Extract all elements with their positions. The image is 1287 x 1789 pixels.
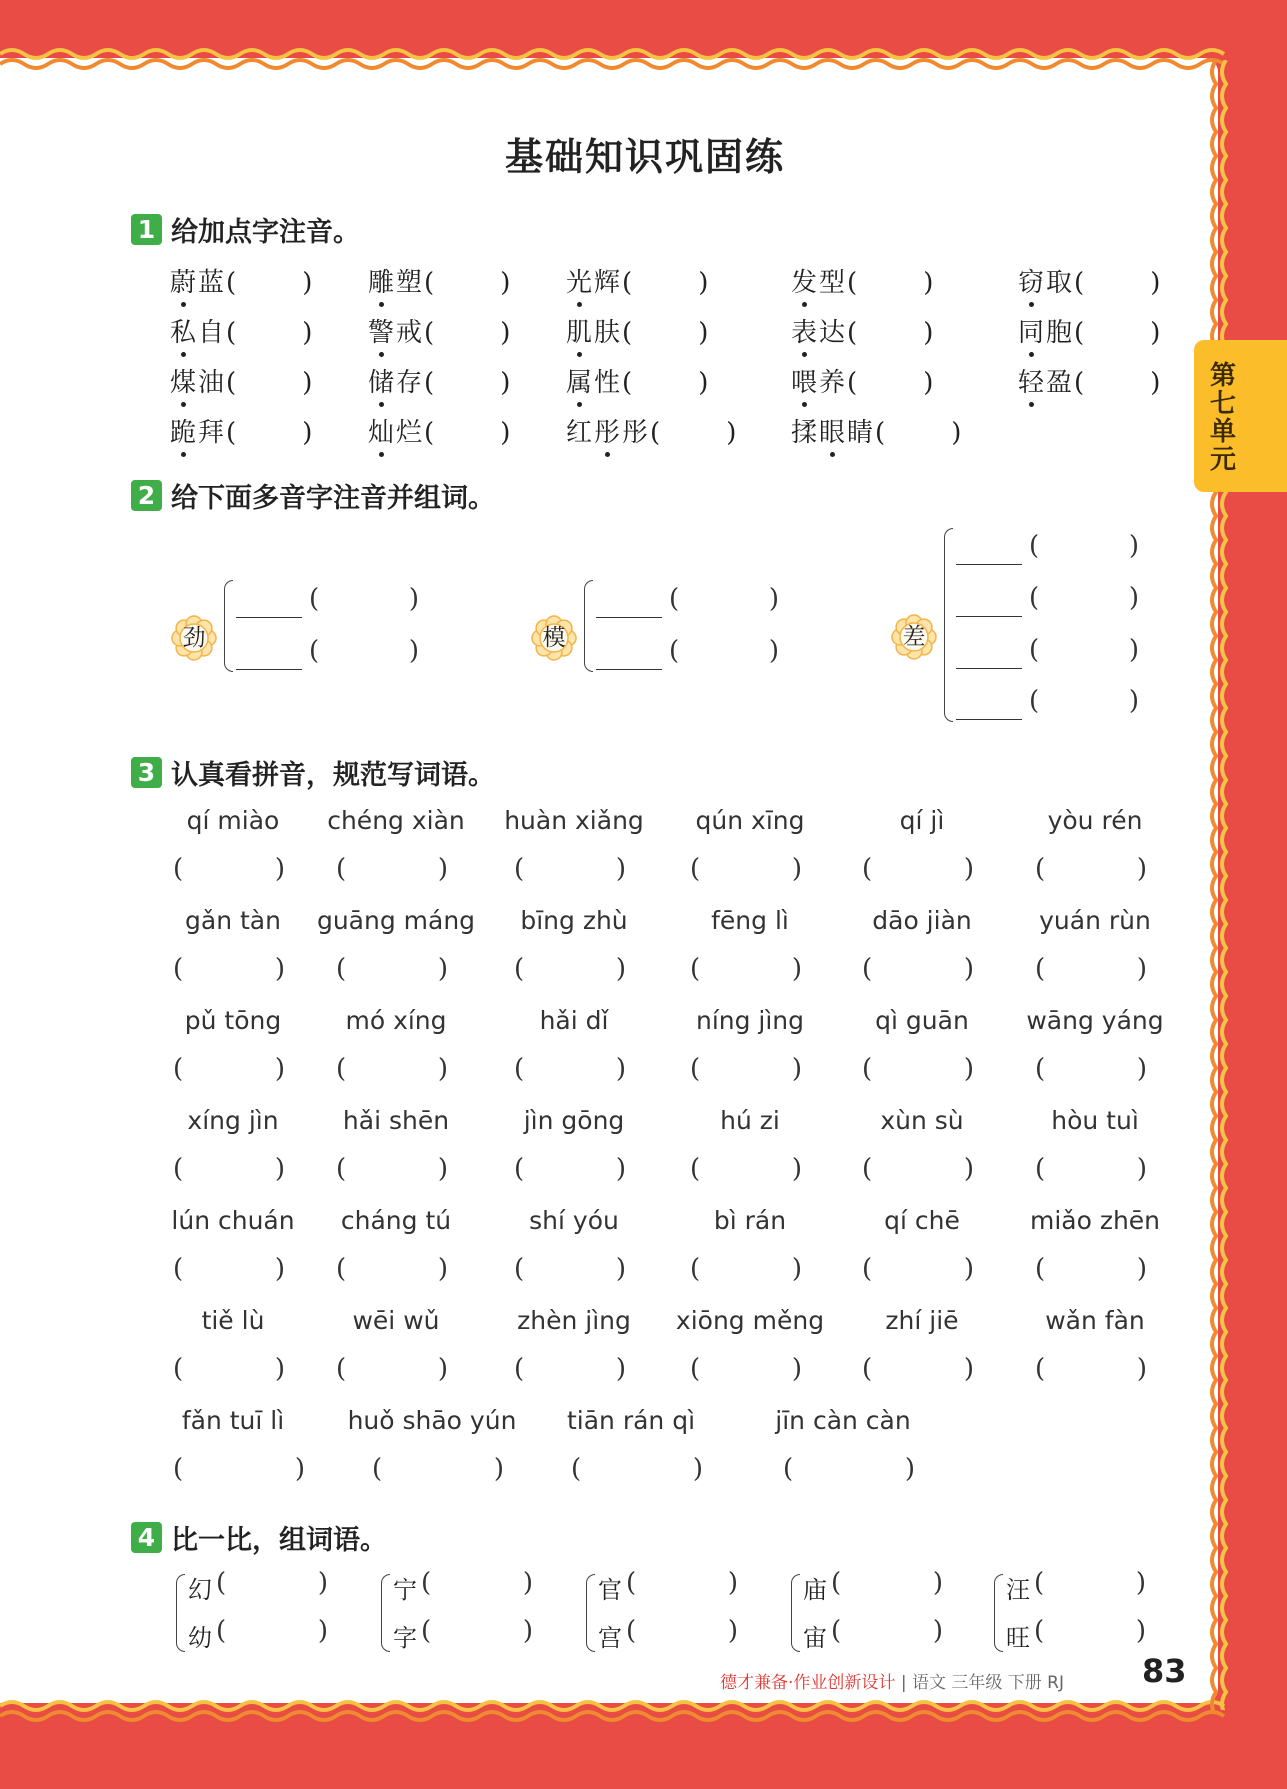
answer-paren[interactable]: ( )	[862, 954, 974, 984]
q1-item	[170, 362, 312, 399]
section-3-instruction: 认真看拼音，规范写词语。	[171, 760, 495, 791]
word-paren[interactable]: ( )	[421, 1568, 533, 1598]
emphasis-dot	[379, 352, 384, 357]
answer-paren[interactable]: ( )	[862, 854, 974, 884]
pinyin-prompt: bì rán	[713, 1206, 787, 1235]
pinyin-prompt: wǎn fàn	[1045, 1306, 1145, 1335]
pinyin-prompt: hǎi dǐ	[539, 1006, 609, 1035]
q1-word: 轻盈	[1018, 362, 1074, 399]
answer-paren[interactable]: ( )	[690, 954, 802, 984]
q1-word: 煤油	[170, 362, 226, 399]
pinyin-prompt: jīn càn càn	[775, 1406, 911, 1435]
page-number: 83	[1142, 1652, 1187, 1690]
word-paren[interactable]: ( )	[1034, 1568, 1146, 1598]
emphasis-dot	[577, 302, 582, 307]
pinyin-prompt: yòu rén	[1047, 806, 1143, 835]
polyphone-char: 模	[542, 625, 566, 651]
pinyin-prompt: miǎo zhēn	[1029, 1206, 1161, 1235]
polyphone-char: 劲	[182, 625, 206, 651]
pinyin-prompt: cháng tú	[340, 1206, 452, 1235]
polyphone-char-badge	[890, 613, 938, 661]
answer-paren[interactable]: ( )	[1035, 1154, 1147, 1184]
answer-paren[interactable]: ( )	[424, 418, 511, 448]
q1-word: 同胞	[1018, 312, 1074, 349]
answer-paren[interactable]: ( )	[571, 1454, 703, 1484]
pair-brace	[994, 1574, 1003, 1652]
word-paren[interactable]: ( )	[626, 1616, 738, 1646]
q1-word: 警戒	[368, 312, 424, 349]
answer-paren[interactable]: ( )	[336, 1354, 448, 1384]
compare-char: 官	[598, 1576, 622, 1604]
q1-item	[368, 312, 510, 349]
answer-blank[interactable]	[956, 667, 1022, 669]
pinyin-prompt: lún chuán	[171, 1206, 295, 1235]
answer-paren[interactable]: ( )	[226, 418, 313, 448]
q1-item	[791, 362, 933, 399]
q1-word: 跪拜	[170, 412, 226, 449]
answer-paren[interactable]: ( )	[690, 1354, 802, 1384]
word-paren[interactable]: ( )	[1034, 1616, 1146, 1646]
pinyin-prompt: guāng máng	[316, 906, 476, 935]
answer-paren[interactable]: ( )	[173, 1354, 285, 1384]
answer-paren[interactable]: ( )	[847, 368, 934, 398]
answer-paren[interactable]: ( )	[514, 954, 626, 984]
word-paren[interactable]: ( )	[1029, 686, 1139, 716]
answer-paren[interactable]: ( )	[173, 954, 285, 984]
answer-paren[interactable]: ( )	[336, 1054, 448, 1084]
answer-paren[interactable]: ( )	[226, 368, 313, 398]
pinyin-prompt: shí yóu	[529, 1206, 619, 1235]
answer-paren[interactable]: ( )	[336, 854, 448, 884]
footer	[720, 1668, 1064, 1693]
pinyin-prompt: qún xīng	[695, 806, 805, 835]
word-paren[interactable]: ( )	[421, 1616, 533, 1646]
answer-paren[interactable]: ( )	[862, 1354, 974, 1384]
section-3-number: 3	[131, 757, 162, 788]
pinyin-prompt: zhí jiē	[885, 1306, 959, 1335]
answer-blank[interactable]	[956, 563, 1022, 565]
word-paren[interactable]: ( )	[216, 1616, 328, 1646]
pinyin-prompt: hǎi shēn	[342, 1106, 450, 1135]
pinyin-prompt: tiān rán qì	[566, 1406, 696, 1435]
answer-paren[interactable]: ( )	[372, 1454, 504, 1484]
compare-char: 庙	[803, 1576, 827, 1604]
pinyin-prompt: huàn xiǎng	[504, 806, 644, 835]
answer-paren[interactable]: ( )	[862, 1154, 974, 1184]
emphasis-dot	[181, 452, 186, 457]
q1-word: 光辉	[566, 262, 622, 299]
section-4-number: 4	[131, 1522, 162, 1553]
pinyin-prompt: jìn gōng	[523, 1106, 625, 1135]
q1-word: 私自	[170, 312, 226, 349]
q1-item	[1018, 262, 1160, 299]
pinyin-prompt: fǎn tuī lì	[181, 1406, 285, 1435]
polyphone-char-badge	[170, 614, 218, 662]
answer-paren[interactable]: ( )	[622, 268, 709, 298]
q1-word: 灿烂	[368, 412, 424, 449]
emphasis-dot	[1029, 352, 1034, 357]
answer-paren[interactable]: ( )	[862, 1254, 974, 1284]
answer-paren[interactable]: ( )	[690, 854, 802, 884]
q1-item	[791, 262, 933, 299]
pinyin-prompt: qí miào	[186, 806, 280, 835]
pair-brace	[176, 1574, 185, 1652]
answer-paren[interactable]: ( )	[226, 268, 313, 298]
word-paren[interactable]: ( )	[309, 636, 419, 666]
q1-word: 属性	[566, 362, 622, 399]
right-wavy-border	[1204, 60, 1234, 1710]
section-1-number: 1	[131, 214, 162, 245]
q1-item	[368, 262, 510, 299]
emphasis-dot	[379, 452, 384, 457]
pinyin-prompt: qí chē	[884, 1206, 960, 1235]
q1-word: 喂养	[791, 362, 847, 399]
pinyin-prompt: huǒ shāo yún	[347, 1406, 517, 1435]
answer-paren[interactable]: ( )	[1074, 368, 1161, 398]
pinyin-prompt: mó xíng	[345, 1006, 447, 1035]
pinyin-prompt: hòu tuì	[1051, 1106, 1139, 1135]
answer-paren[interactable]: ( )	[783, 1454, 915, 1484]
emphasis-dot	[802, 352, 807, 357]
emphasis-dot	[181, 352, 186, 357]
answer-paren[interactable]: ( )	[622, 318, 709, 348]
compare-char: 旺	[1006, 1624, 1030, 1652]
pinyin-prompt: pǔ tōng	[184, 1006, 282, 1035]
q1-item	[566, 412, 736, 449]
q1-item	[1018, 362, 1160, 399]
answer-paren[interactable]: ( )	[1035, 954, 1147, 984]
pinyin-prompt: fēng lì	[711, 906, 789, 935]
q1-word: 表达	[791, 312, 847, 349]
answer-paren[interactable]: ( )	[514, 1054, 626, 1084]
q1-word: 肌肤	[566, 312, 622, 349]
pinyin-prompt: xíng jìn	[187, 1106, 279, 1135]
top-wavy-border	[0, 42, 1230, 82]
word-paren[interactable]: ( )	[626, 1568, 738, 1598]
answer-paren[interactable]: ( )	[514, 1154, 626, 1184]
q1-item	[368, 412, 510, 449]
answer-paren[interactable]: ( )	[1035, 1054, 1147, 1084]
answer-paren[interactable]: ( )	[173, 1154, 285, 1184]
answer-paren[interactable]: ( )	[847, 268, 934, 298]
answer-paren[interactable]: ( )	[424, 368, 511, 398]
section-1-heading	[131, 210, 360, 249]
pinyin-prompt: zhèn jìng	[517, 1306, 631, 1335]
pinyin-prompt: hú zi	[720, 1106, 780, 1135]
answer-paren[interactable]: ( )	[336, 954, 448, 984]
unit-side-tab-label: 第七单元	[1209, 361, 1236, 475]
pinyin-prompt: níng jìng	[695, 1006, 805, 1035]
pinyin-prompt: xùn sù	[880, 1106, 964, 1135]
pinyin-prompt: dāo jiàn	[872, 906, 972, 935]
compare-char: 幼	[188, 1624, 212, 1652]
answer-paren[interactable]: ( )	[847, 318, 934, 348]
answer-blank[interactable]	[596, 616, 662, 618]
answer-paren[interactable]: ( )	[173, 1454, 305, 1484]
q1-item	[368, 362, 510, 399]
pinyin-prompt: gǎn tàn	[185, 906, 281, 935]
emphasis-dot	[1029, 402, 1034, 407]
compare-char: 幻	[188, 1576, 212, 1604]
answer-paren[interactable]: ( )	[514, 1354, 626, 1384]
word-paren[interactable]: ( )	[831, 1616, 943, 1646]
answer-paren[interactable]: ( )	[514, 854, 626, 884]
q1-word: 蔚蓝	[170, 262, 226, 299]
q1-word: 发型	[791, 262, 847, 299]
word-paren[interactable]: ( )	[669, 584, 779, 614]
answer-paren[interactable]: ( )	[336, 1254, 448, 1284]
compare-char: 字	[393, 1624, 417, 1652]
word-paren[interactable]: ( )	[1029, 635, 1139, 665]
answer-paren[interactable]: ( )	[650, 418, 737, 448]
word-paren[interactable]: ( )	[1029, 583, 1139, 613]
emphasis-dot	[577, 402, 582, 407]
q1-word: 红彤彤	[566, 412, 650, 449]
pinyin-prompt: chéng xiàn	[327, 806, 465, 835]
section-4-instruction: 比一比，组词语。	[171, 1525, 387, 1556]
answer-paren[interactable]: ( )	[173, 1254, 285, 1284]
word-paren[interactable]: ( )	[1029, 531, 1139, 561]
pinyin-prompt: qì guān	[875, 1006, 969, 1035]
answer-paren[interactable]: ( )	[336, 1154, 448, 1184]
group-brace	[224, 580, 233, 672]
emphasis-dot	[181, 302, 186, 307]
group-brace	[944, 528, 953, 722]
pinyin-prompt: yuán rùn	[1039, 906, 1151, 935]
footer-separator: |	[900, 1673, 912, 1693]
q1-word: 窃取	[1018, 262, 1074, 299]
q1-item	[170, 262, 312, 299]
footer-info: 语文 三年级 下册 RJ	[911, 1673, 1064, 1693]
answer-paren[interactable]: ( )	[173, 1054, 285, 1084]
answer-paren[interactable]: ( )	[173, 854, 285, 884]
q1-word: 揉眼睛	[791, 412, 875, 449]
answer-paren[interactable]: ( )	[1035, 1354, 1147, 1384]
pair-brace	[791, 1574, 800, 1652]
polyphone-char: 差	[902, 623, 926, 650]
answer-blank[interactable]	[956, 718, 1022, 720]
pair-brace	[381, 1574, 390, 1652]
compare-char: 宫	[598, 1624, 622, 1652]
pinyin-prompt: qí jì	[899, 806, 945, 835]
pinyin-prompt: wēi wǔ	[352, 1306, 440, 1335]
emphasis-dot	[577, 352, 582, 357]
q1-item	[566, 262, 708, 299]
emphasis-dot	[830, 452, 835, 457]
q1-item	[566, 312, 708, 349]
bottom-wavy-border	[0, 1696, 1230, 1726]
answer-blank[interactable]	[236, 616, 302, 618]
emphasis-dot	[379, 302, 384, 307]
q1-item	[1018, 312, 1160, 349]
answer-paren[interactable]: ( )	[424, 318, 511, 348]
q1-item	[791, 312, 933, 349]
answer-paren[interactable]: ( )	[424, 268, 511, 298]
emphasis-dot	[802, 302, 807, 307]
page-title: 基础知识巩固练	[504, 135, 785, 179]
answer-paren[interactable]: ( )	[690, 1254, 802, 1284]
pinyin-prompt: wāng yáng	[1026, 1006, 1164, 1035]
q1-item	[791, 412, 961, 449]
footer-brand: 德才兼备·作业创新设计	[720, 1673, 896, 1693]
polyphone-char-badge	[530, 614, 578, 662]
answer-blank[interactable]	[596, 668, 662, 670]
section-3-heading	[131, 753, 495, 792]
word-paren[interactable]: ( )	[669, 636, 779, 666]
q1-item	[170, 312, 312, 349]
answer-paren[interactable]: ( )	[1035, 854, 1147, 884]
pinyin-prompt: bīng zhù	[520, 906, 628, 935]
word-paren[interactable]: ( )	[216, 1568, 328, 1598]
answer-paren[interactable]: ( )	[690, 1154, 802, 1184]
pair-brace	[586, 1574, 595, 1652]
answer-paren[interactable]: ( )	[514, 1254, 626, 1284]
compare-char: 宁	[393, 1576, 417, 1604]
answer-blank[interactable]	[956, 615, 1022, 617]
section-4-heading	[131, 1518, 387, 1557]
answer-paren[interactable]: ( )	[622, 368, 709, 398]
section-2-instruction: 给下面多音字注音并组词。	[171, 483, 495, 514]
q1-item	[170, 412, 312, 449]
answer-paren[interactable]: ( )	[1074, 268, 1161, 298]
emphasis-dot	[181, 402, 186, 407]
answer-blank[interactable]	[236, 668, 302, 670]
q1-word: 雕塑	[368, 262, 424, 299]
word-paren[interactable]: ( )	[309, 584, 419, 614]
answer-paren[interactable]: ( )	[1035, 1254, 1147, 1284]
emphasis-dot	[379, 402, 384, 407]
section-2-number: 2	[131, 480, 162, 511]
compare-char: 宙	[803, 1624, 827, 1652]
answer-paren[interactable]: ( )	[1074, 318, 1161, 348]
answer-paren[interactable]: ( )	[690, 1054, 802, 1084]
group-brace	[584, 580, 593, 672]
emphasis-dot	[605, 452, 610, 457]
emphasis-dot	[1029, 302, 1034, 307]
q1-item	[566, 362, 708, 399]
pinyin-prompt: tiě lù	[201, 1306, 265, 1335]
answer-paren[interactable]: ( )	[862, 1054, 974, 1084]
q1-word: 储存	[368, 362, 424, 399]
section-1-instruction: 给加点字注音。	[171, 217, 360, 248]
answer-paren[interactable]: ( )	[875, 418, 962, 448]
emphasis-dot	[802, 402, 807, 407]
word-paren[interactable]: ( )	[831, 1568, 943, 1598]
answer-paren[interactable]: ( )	[226, 318, 313, 348]
pinyin-prompt: xiōng měng	[675, 1306, 825, 1335]
section-2-heading	[131, 476, 495, 515]
compare-char: 汪	[1006, 1576, 1030, 1604]
